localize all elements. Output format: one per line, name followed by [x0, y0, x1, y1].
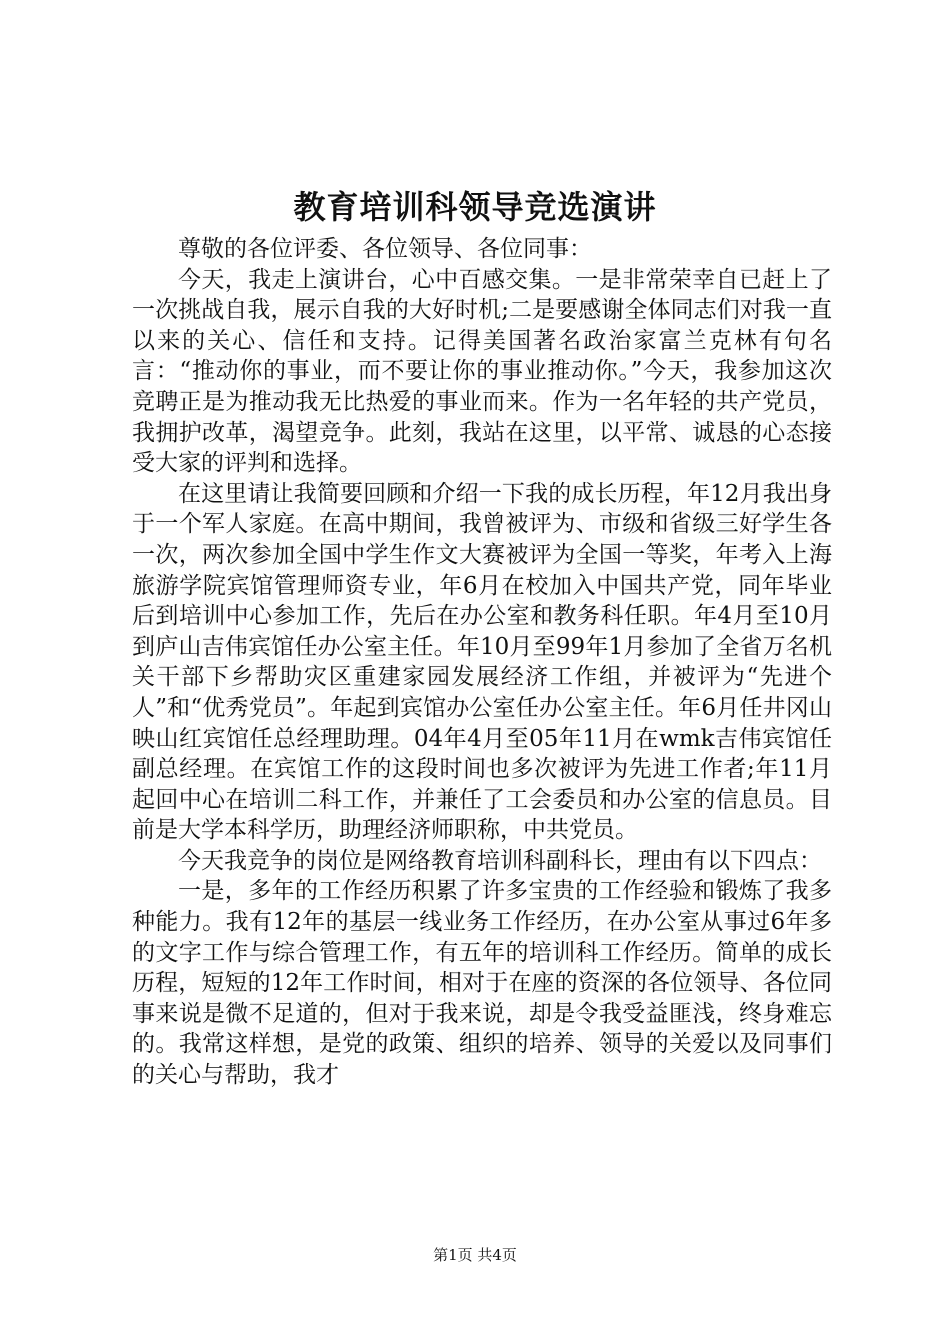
background-paragraph: 在这里请让我简要回顾和介绍一下我的成长历程，年12月我出身于一个军人家庭。在高中期间，我曾被评为、市级和省级三好学生各一次，两次参加全国中学生作文大赛被评为全国一等奖，年考入上海旅游学院宾馆管理师资专业，年6月在校加入中国共产党，同年毕业后到培训中心参加工作，先后在办公室和教务科任职。年4月至10月到庐山吉伟宾馆任办公室主任。年10月至99年1月参加了全省万名机关干部下乡帮助灾区重建家园发展经济工作组，并被评为“先进个人”和“优秀党员”。年起到宾馆办公室任办公室主任。年6月任井冈山映山红宾馆任总经理助理。04年4月至05年11月在wmk吉伟宾馆任副总经理。在宾馆工作的这段时间也多次被评为先进工作者;年11月起回中心在培训二科工作，并兼任了工会委员和办公室的信息员。目前是大学本科学历，助理经济师职称，中共党员。	[132, 480, 832, 844]
reasons-intro-paragraph: 今天我竞争的岗位是网络教育培训科副科长，理由有以下四点：	[178, 847, 822, 874]
reason-one-paragraph: 一是，多年的工作经历积累了许多宝贵的工作经验和锻炼了我多种能力。我有12年的基层一线业务工作经历，在办公室从事过6年多的文字工作与综合管理工作，有五年的培训科工作经历。简单的成长历程，短短的12年工作时间，相对于在座的资深的各位领导、各位同事来说是微不足道的，但对于我来说，却是令我受益匪浅，终身难忘的。我常这样想，是党的政策、组织的培养、领导的关爱以及同事们的关心与帮助，我才	[132, 878, 832, 1089]
document-title: 教育培训科领导竞选演讲	[293, 188, 657, 226]
page-footer: 第1页 共4页	[433, 1246, 517, 1264]
document-body	[132, 234, 832, 1091]
intro-paragraph: 今天，我走上演讲台，心中百感交集。一是非常荣幸自已赶上了一次挑战自我，展示自我的大好时机;二是要感谢全体同志们对我一直以来的关心、信任和支持。记得美国著名政治家富兰克林有句名言：“推动你的事业，而不要让你的事业推动你。”今天，我参加这次竞聘正是为推动我无比热爱的事业而来。作为一名年轻的共产党员，我拥护改革，渴望竞争。此刻，我站在这里，以平常、诚恳的心态接受大家的评判和选择。	[132, 266, 832, 477]
salutation-paragraph: 尊敬的各位评委、各位领导、各位同事：	[178, 236, 592, 262]
